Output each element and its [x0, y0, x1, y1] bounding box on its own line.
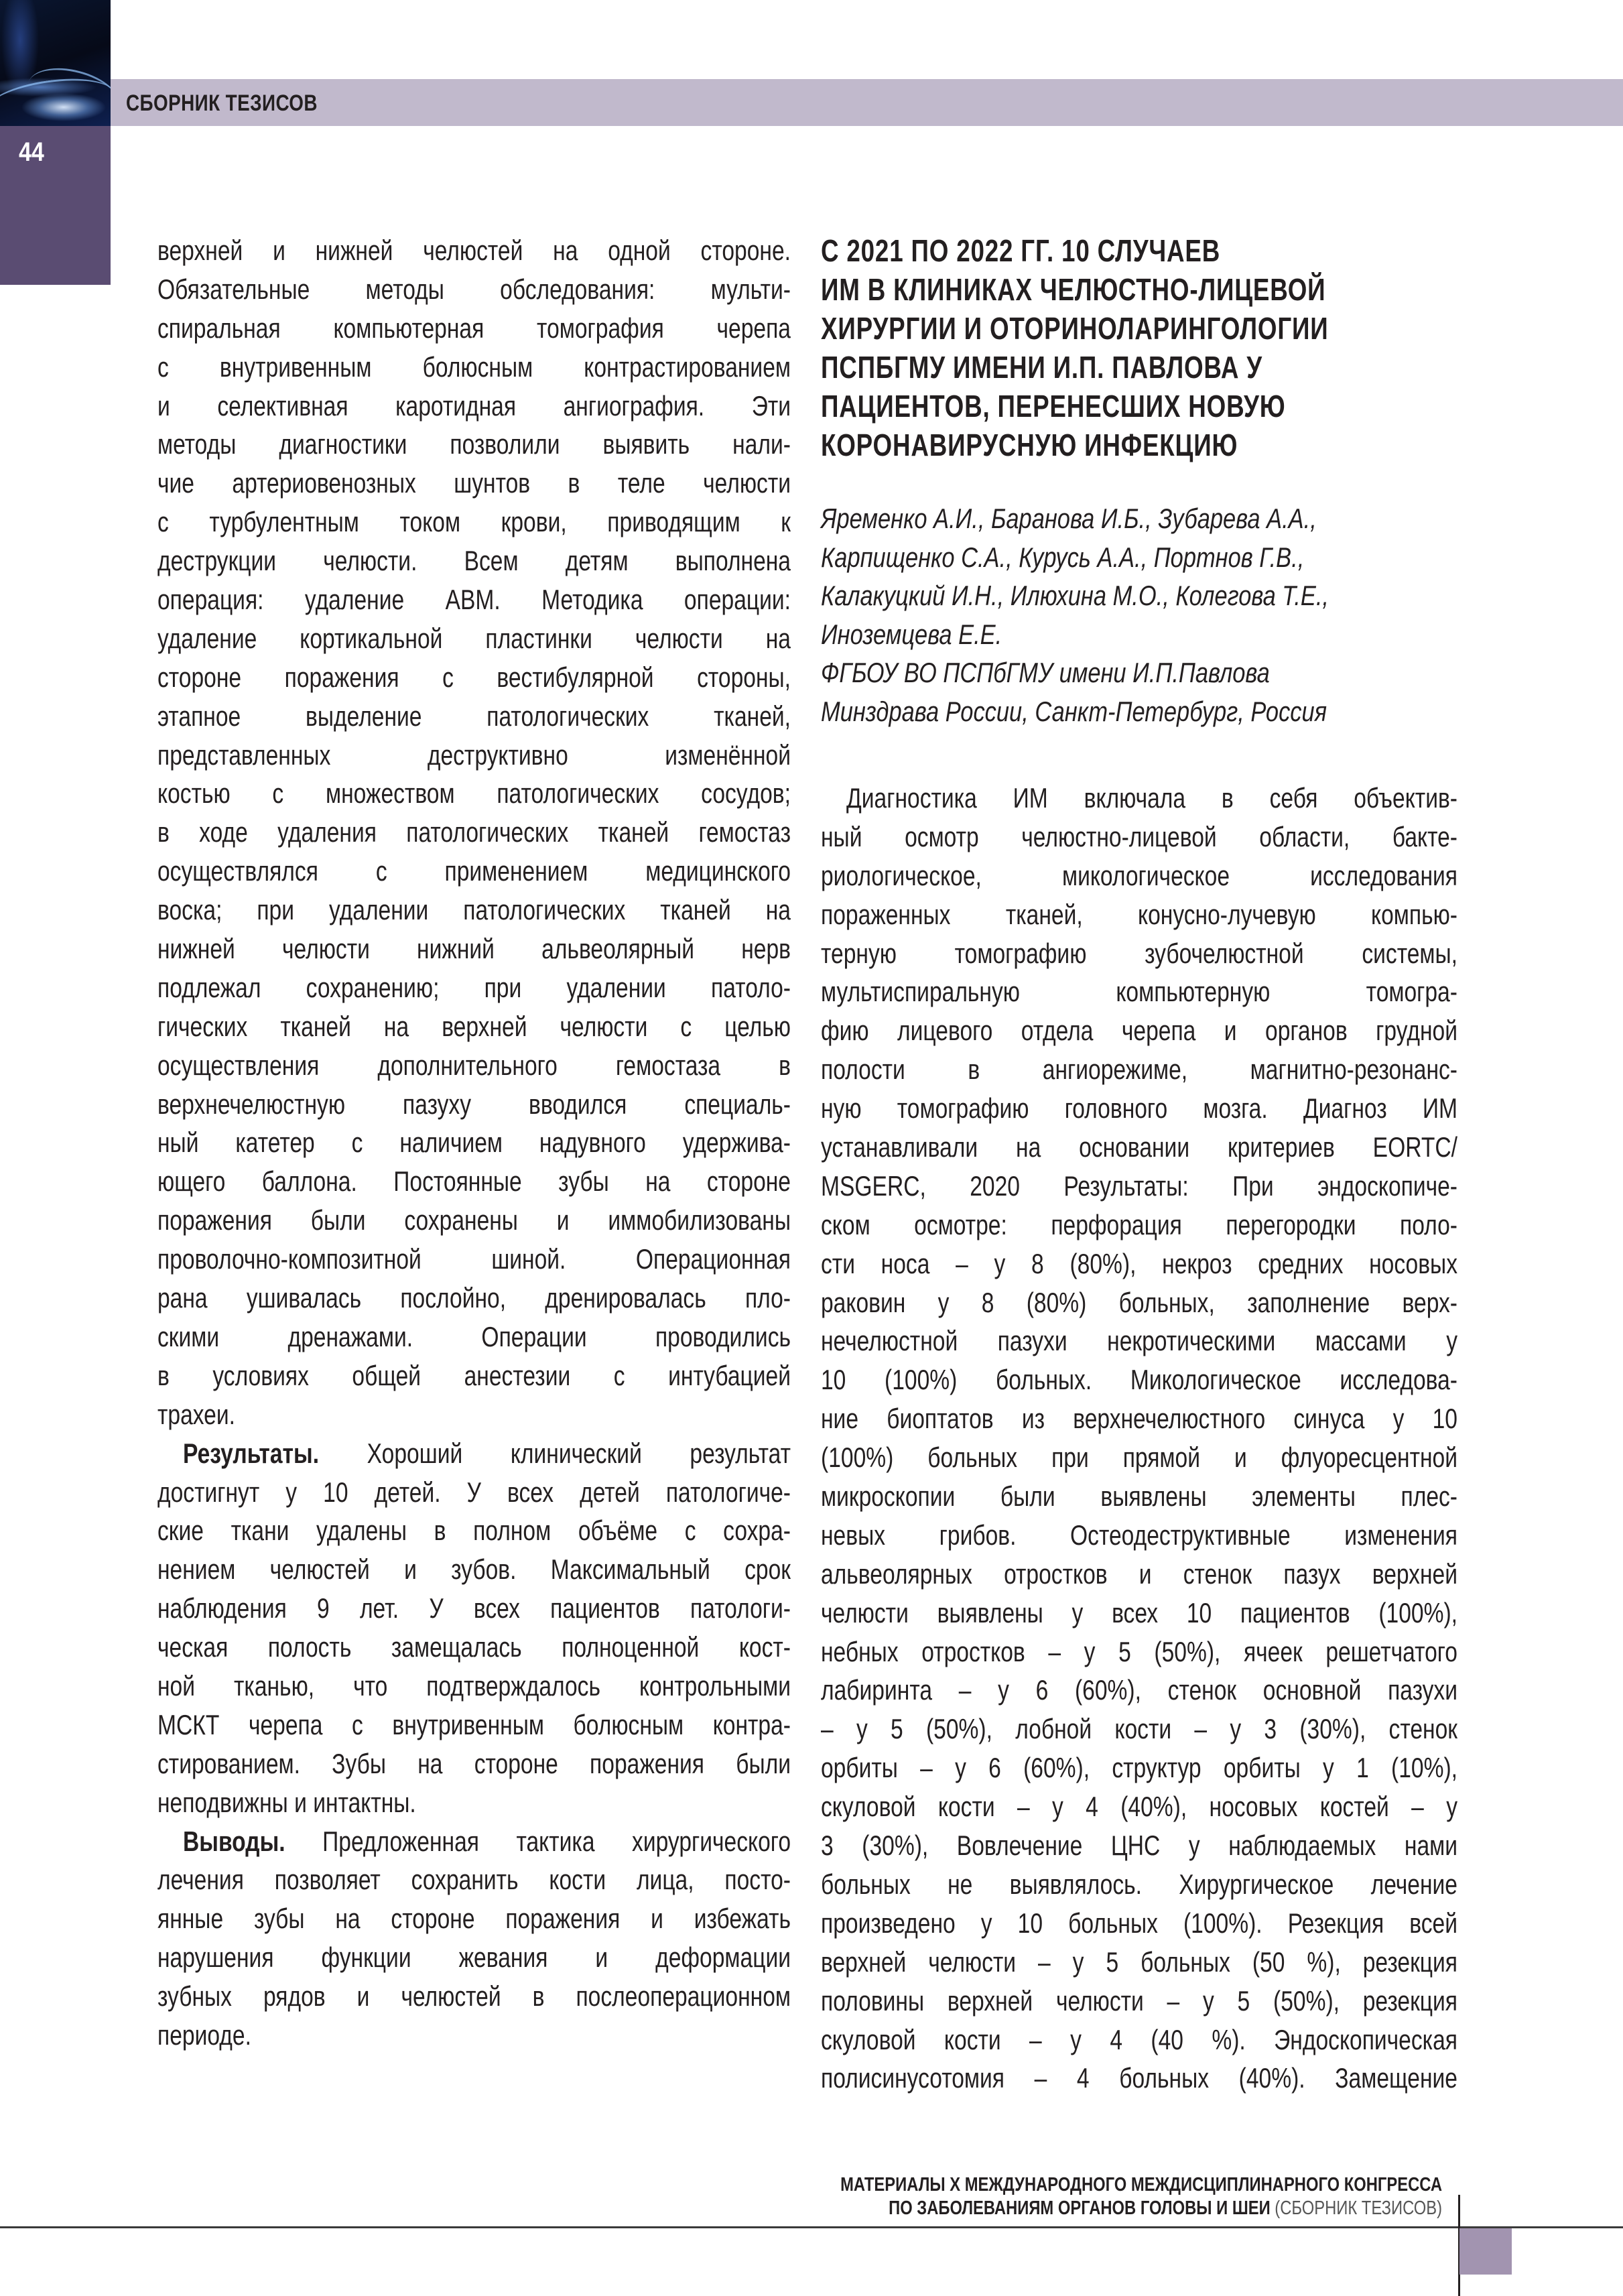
text-line-content: осуществлялся с применением медицинского: [157, 855, 791, 887]
text-line: [821, 1555, 1457, 1594]
title-line: [821, 309, 1457, 348]
text-line-content: стированием. Зубы на стороне поражения были: [157, 1747, 791, 1779]
text-line: [821, 972, 1457, 1011]
text-line: [821, 1982, 1457, 2021]
text-line-content: MSGERC, 2020 Результаты: При эндоскопиче-: [821, 1169, 1457, 1202]
text-line: [821, 1360, 1457, 1399]
text-line-content: ческая полость замещалась полноценной кост-: [157, 1631, 791, 1663]
text-line: [821, 1826, 1457, 1865]
text-line: [157, 1318, 791, 1356]
text-line: [157, 309, 791, 348]
text-line-content: (100%) больных при прямой и флуоресцентной: [821, 1442, 1457, 1474]
text-line-content: микроскопии были выявлены элементы плес-: [821, 1480, 1457, 1513]
text-line: [821, 779, 1457, 818]
left-column-paragraph: [157, 231, 791, 1434]
text-line-content: с турбулентным током крови, приводящим к: [157, 506, 791, 538]
text-line: [157, 1899, 791, 1938]
footer-conference-title: [708, 2173, 1442, 2220]
text-line-content: в ходе удаления патологических тканей гемостаз: [157, 816, 791, 848]
text-line-content: [183, 1822, 791, 1861]
text-line-content: 10 (100%) больных. Микологическое исследова-: [821, 1364, 1457, 1396]
footer-line-2: [840, 2197, 1442, 2220]
text-line: [157, 1279, 791, 1318]
text-line: [821, 1710, 1457, 1748]
text-line: [821, 1438, 1457, 1477]
text-line: [821, 1748, 1457, 1787]
text-line: [157, 1473, 791, 1512]
text-line-content: нижней челюсти нижний альвеолярный нерв: [157, 933, 791, 965]
text-line: [157, 852, 791, 891]
text-line-content: произведено у 10 больных (100%). Резекция всей: [821, 1907, 1457, 1939]
text-line-content: достигнут у 10 детей. У всех детей патологиче-: [157, 1476, 791, 1508]
text-line: [821, 1787, 1457, 1826]
left-column: [157, 231, 791, 2055]
text-line: [157, 1511, 791, 1550]
text-line: [157, 1860, 791, 1899]
text-line: [157, 541, 791, 580]
footer-line-2-bold: ПО ЗАБОЛЕВАНИЯМ ОРГАНОВ ГОЛОВЫ И ШЕИ: [889, 2197, 1271, 2219]
text-line-content: осуществления дополнительного гемостаза в: [157, 1049, 791, 1081]
author-line-text: ФГБОУ ВО ПСПбГМУ имени И.П.Павлова: [821, 657, 1270, 688]
text-line-content: лабиринта – у 6 (60%), стенок основной пазухи: [821, 1674, 1457, 1706]
text-line-content: представленных деструктивно изменённой: [157, 739, 791, 771]
text-line: [157, 503, 791, 541]
text-line-content: трахеи.: [157, 1398, 235, 1430]
title-line: [821, 270, 1457, 309]
text-line-content: гических тканей на верхней челюсти с целью: [157, 1010, 791, 1042]
text-line: [821, 1477, 1457, 1516]
text-line: [157, 1356, 791, 1395]
title-line: [821, 387, 1457, 426]
text-line: [157, 1046, 791, 1085]
text-line: [821, 1089, 1457, 1128]
title-line-text: КОРОНАВИРУСНУЮ ИНФЕКЦИЮ: [821, 428, 1238, 462]
footer-line-1: МАТЕРИАЛЫ X МЕЖДУНАРОДНОГО МЕЖДИСЦИПЛИНАРНОГО КОНГРЕССА: [840, 2174, 1442, 2195]
text-line: [157, 1240, 791, 1279]
text-line-content: полисинусотомия – 4 больных (40%). Замещение: [821, 2062, 1457, 2094]
text-line-content: сти носа – у 8 (80%), некроз средних носовых: [821, 1247, 1457, 1279]
text-line: [821, 1206, 1457, 1245]
text-line: [157, 1977, 791, 2016]
text-line: [157, 930, 791, 968]
text-line-rest: Хороший клинический результат: [319, 1437, 791, 1469]
text-line-content: челюсти выявлены у всех 10 пациентов (100%),: [821, 1596, 1457, 1629]
text-line-content: Диагностика ИМ включала в себя объектив-: [846, 782, 1457, 814]
text-line-content: нечелюстной пазухи некротическими массами у: [821, 1325, 1457, 1357]
text-line-content: наблюдения 9 лет. У всех пациентов патологи-: [157, 1592, 791, 1624]
title-line-text: ПСПБГМУ ИМЕНИ И.П. ПАВЛОВА У: [821, 350, 1262, 385]
text-line: [157, 697, 791, 736]
text-line-content: устанавливали на основании критериев EORTC/: [821, 1131, 1457, 1163]
text-line: [157, 270, 791, 309]
text-line: [157, 1007, 791, 1046]
text-line-content: половины верхней челюсти – у 5 (50%), резекция: [821, 1984, 1457, 2017]
conclusions-first-line: [157, 1822, 791, 1861]
text-line: [821, 818, 1457, 856]
text-line: [821, 1516, 1457, 1555]
text-line: [821, 1050, 1457, 1089]
text-line: [157, 1085, 791, 1124]
text-line-content: – у 5 (50%), лобной кости – у 3 (30%), стенок: [821, 1713, 1457, 1745]
paragraph-lead: Результаты.: [183, 1437, 320, 1469]
text-line-content: янные зубы на стороне поражения и избежать: [157, 1903, 791, 1935]
text-line-content: деструкции челюсти. Всем детям выполнена: [157, 545, 791, 577]
text-line: [821, 1943, 1457, 1982]
text-line-content: орбиты – у 6 (60%), структур орбиты у 1 (10%),: [821, 1752, 1457, 1784]
text-line-content: верхней и нижней челюстей на одной стороне.: [157, 235, 791, 266]
text-line: [821, 2059, 1457, 2098]
text-line-content: ный осмотр челюстно-лицевой области, бакте-: [821, 820, 1457, 852]
text-line: [821, 1594, 1457, 1633]
text-line: [821, 1011, 1457, 1050]
text-line-content: больных не выявлялось. Хирургическое лечение: [821, 1868, 1457, 1900]
text-line-content: лечения позволяет сохранить кости лица, посто-: [157, 1864, 791, 1896]
text-line: [157, 1706, 791, 1744]
text-line: [821, 895, 1457, 934]
title-line: [821, 231, 1457, 270]
text-line-content: 3 (30%), Вовлечение ЦНС у наблюдаемых нами: [821, 1830, 1457, 1862]
text-line: [157, 231, 791, 270]
text-line: [821, 1671, 1457, 1710]
text-line: [821, 856, 1457, 895]
text-line: [157, 736, 791, 775]
text-line-content: верхней челюсти – у 5 больных (50 %), резекция: [821, 1946, 1457, 1978]
text-line-content: чие артериовенозных шунтов в теле челюсти: [157, 467, 791, 499]
text-line-content: ющего баллона. Постоянные зубы на стороне: [157, 1165, 791, 1198]
results-first-line: [157, 1434, 791, 1473]
text-line-content: мультиспиральную компьютерную томогра-: [821, 976, 1457, 1008]
title-line-text: ХИРУРГИИ И ОТОРИНОЛАРИНГОЛОГИИ: [821, 311, 1329, 346]
text-line: [157, 1628, 791, 1667]
text-line-content: ские ткани удалены в полном объёме с сохра-: [157, 1515, 791, 1547]
title-line: [821, 426, 1457, 464]
text-line: [821, 1865, 1457, 1904]
text-line: [157, 891, 791, 930]
text-line: [157, 1550, 791, 1589]
text-line-content: этапное выделение патологических тканей,: [157, 700, 791, 732]
text-line-content: терную томографию зубочелюстной системы,: [821, 937, 1457, 969]
authors-line: [821, 615, 1457, 654]
page-number: 44: [19, 137, 44, 167]
text-line: [821, 1322, 1457, 1360]
text-line-content: стороне поражения с вестибулярной стороны,: [157, 661, 791, 693]
text-line: [157, 1667, 791, 1706]
text-line-content: риологическое, микологическое исследования: [821, 859, 1457, 891]
text-line-content: в условиях общей анестезии с интубацией: [157, 1359, 791, 1391]
text-line: [821, 1633, 1457, 1671]
text-line-content: пораженных тканей, конусно-лучевую компью-: [821, 898, 1457, 930]
text-line-content: скуловой кости – у 4 (40%), носовых костей – у: [821, 1791, 1457, 1823]
text-line: [157, 1395, 791, 1434]
text-line-content: скуловой кости – у 4 (40 %). Эндоскопическая: [821, 2023, 1457, 2055]
text-line-content: периоде.: [157, 2019, 251, 2051]
footer-rule: [0, 2226, 1623, 2228]
authors-line: [821, 499, 1457, 538]
text-line: [821, 1245, 1457, 1283]
authors-affiliation: [821, 499, 1457, 730]
text-line: [157, 1123, 791, 1162]
header-bar: [111, 79, 1623, 126]
results-paragraph: [157, 1434, 791, 1822]
text-line-content: рана ушивалась послойно, дренировалась пло-: [157, 1282, 791, 1314]
affiliation-line: [821, 692, 1457, 731]
text-line-content: операция: удаление АВМ. Методика операции:: [157, 584, 791, 616]
text-line: [157, 1938, 791, 1977]
text-line: [821, 934, 1457, 973]
text-line: [157, 774, 791, 813]
text-line-content: альвеолярных отростков и стенок пазух верхней: [821, 1557, 1457, 1590]
text-line-content: раковин у 8 (80%) больных, заполнение верх-: [821, 1286, 1457, 1318]
title-line-text: ПАЦИЕНТОВ, ПЕРЕНЕСШИХ НОВУЮ: [821, 389, 1286, 424]
title-line-text: С 2021 ПО 2022 ГГ. 10 СЛУЧАЕВ: [821, 233, 1221, 268]
text-line: [157, 619, 791, 658]
text-line-content: зубных рядов и челюстей в послеоперационном: [157, 1980, 791, 2013]
section-title: СБОРНИК ТЕЗИСОВ: [126, 90, 318, 116]
text-line: [157, 387, 791, 426]
text-line-content: воска; при удалении патологических тканей на: [157, 894, 791, 926]
author-line-text: Карпищенко С.А., Курусь А.А., Портнов Г.В.,: [821, 541, 1305, 573]
text-line-content: МСКТ черепа с внутривенным болюсным контра-: [157, 1708, 791, 1740]
author-line-text: Минздрава России, Санкт-Петербург, Россия: [821, 695, 1327, 727]
text-line-content: ском осмотре: перфорация перегородки поло-: [821, 1208, 1457, 1240]
text-line: [157, 464, 791, 503]
text-line-content: неподвижны и интактны.: [157, 1786, 416, 1818]
abstract-title: [821, 231, 1457, 464]
text-line: [157, 2016, 791, 2055]
text-line: [157, 1201, 791, 1240]
text-line-content: ной тканью, что подтверждалось контрольными: [157, 1669, 791, 1702]
text-line: [157, 1162, 791, 1201]
text-line-content: ный катетер с наличием надувного удержива-: [157, 1127, 791, 1159]
text-line-content: невых грибов. Остеодеструктивные изменения: [821, 1519, 1457, 1551]
text-line-content: и селективная каротидная ангиография. Эти: [157, 389, 791, 422]
text-line-content: нарушения функции жевания и деформации: [157, 1941, 791, 1974]
footer-accent-square: [1459, 2228, 1512, 2275]
text-line: [157, 1589, 791, 1628]
text-line-content: костью с множеством патологических сосудов;: [157, 777, 791, 810]
paragraph-lead: Выводы.: [183, 1825, 285, 1857]
text-line-content: подлежал сохранению; при удалении патоло-: [157, 971, 791, 1003]
text-line: [821, 1283, 1457, 1322]
cover-decorative-image: [0, 0, 111, 127]
text-line-content: поражения были сохранены и иммобилизованы: [157, 1204, 791, 1236]
text-line-rest: Предложенная тактика хирургического: [285, 1825, 791, 1857]
text-line: [821, 1128, 1457, 1167]
text-line-content: ние биоптатов из верхнечелюстного синуса у 10: [821, 1403, 1457, 1435]
authors-line: [821, 538, 1457, 577]
conclusions-paragraph: [157, 1822, 791, 2055]
title-line-text: ИМ В КЛИНИКАХ ЧЕЛЮСТНО-ЛИЦЕВОЙ: [821, 272, 1326, 307]
text-line-content: полости в ангиорежиме, магнитно-резонанс-: [821, 1054, 1457, 1086]
authors-line: [821, 576, 1457, 615]
text-line-content: фию лицевого отдела черепа и органов грудной: [821, 1015, 1457, 1047]
page-number-block: [0, 126, 111, 285]
text-line-content: методы диагностики позволили выявить нали-: [157, 428, 791, 460]
text-line: [157, 968, 791, 1007]
text-line-content: верхнечелюстную пазуху вводился специаль-: [157, 1088, 791, 1120]
text-line: [157, 580, 791, 619]
text-line: [157, 813, 791, 852]
text-line-content: нением челюстей и зубов. Максимальный срок: [157, 1553, 791, 1586]
affiliation-line: [821, 653, 1457, 692]
text-line: [821, 1167, 1457, 1206]
text-line: [157, 348, 791, 387]
text-line: [157, 425, 791, 464]
text-line-content: проволочно-композитной шиной. Операционная: [157, 1243, 791, 1275]
text-line-content: Обязательные методы обследования: мульти-: [157, 273, 791, 305]
text-line-content: ную томографию головного мозга. Диагноз ИМ: [821, 1092, 1457, 1125]
text-line: [157, 1744, 791, 1783]
text-line-content: [183, 1434, 791, 1473]
author-line-text: Иноземцева Е.Е.: [821, 618, 1002, 650]
title-line: [821, 348, 1457, 387]
right-column-body: [821, 779, 1457, 2098]
text-line: [157, 1783, 791, 1822]
text-line: [821, 2021, 1457, 2059]
text-line-content: удаление кортикальной пластинки челюсти на: [157, 622, 791, 654]
author-line-text: Калакуцкий И.Н., Илюхина М.О., Колегова Т.Е.,: [821, 580, 1329, 611]
text-line-content: с внутривенным болюсным контрастированием: [157, 350, 791, 383]
text-line-content: небных отростков – у 5 (50%), ячеек решетчатого: [821, 1635, 1457, 1667]
text-line: [157, 658, 791, 697]
footer-line-2-light: (СБОРНИК ТЕЗИСОВ): [1270, 2197, 1442, 2219]
text-line: [821, 1399, 1457, 1438]
text-line: [821, 1904, 1457, 1943]
author-line-text: Яременко А.И., Баранова И.Б., Зубарева А.А.,: [821, 503, 1317, 534]
text-line-content: спиральная компьютерная томография черепа: [157, 312, 791, 344]
text-line-content: скими дренажами. Операции проводились: [157, 1320, 791, 1352]
